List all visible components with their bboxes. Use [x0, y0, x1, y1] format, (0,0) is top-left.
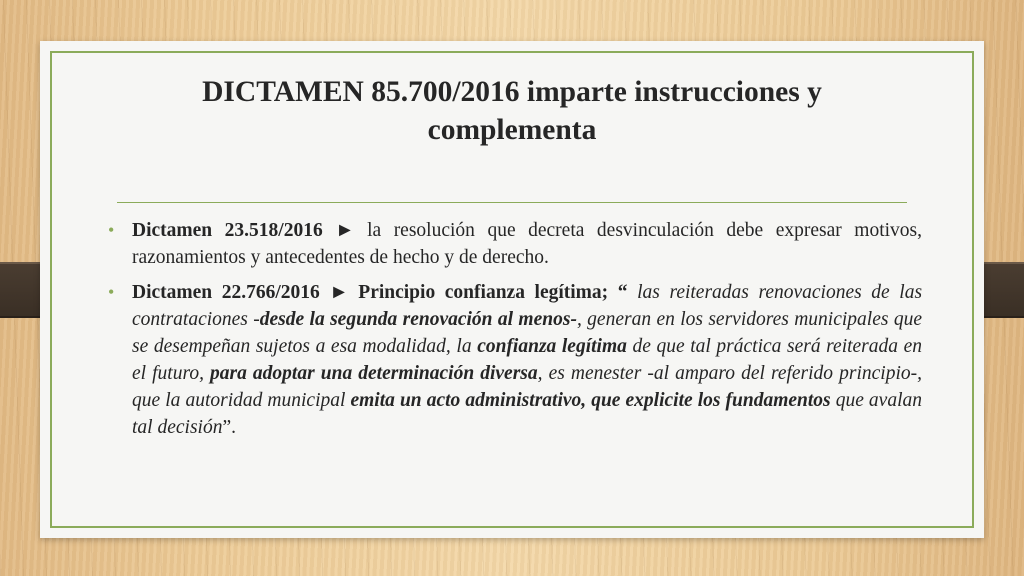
bullet-item-2 [102, 279, 922, 441]
arrow-icon: ► [329, 282, 349, 303]
bullet-2-heading: Principio confianza legítima; [358, 282, 609, 303]
quote-part-2: desde la segunda renovación al menos- [259, 309, 577, 330]
slide-title-line2: complementa [427, 114, 597, 146]
quote-part-6: para adoptar una determinación diversa [210, 363, 538, 384]
open-quote: “ [617, 282, 628, 303]
quote-part-5: de que tal práctica será reiterada en el futuro, [132, 336, 923, 384]
slide-title-line1: DICTAMEN 85.700/2016 imparte instrucciones y [202, 76, 822, 108]
bullet-icon: • [108, 220, 115, 240]
title-divider [117, 202, 907, 203]
slide-card [40, 41, 984, 538]
arrow-icon: ► [335, 220, 355, 241]
dictamen-ref-1: Dictamen 23.518/2016 [132, 220, 323, 241]
quote-part-9: que avalan tal decisión [132, 390, 922, 438]
quote-part-3: , generan en los servidores municipales que se desempeñan sujetos a esa modalidad, la [132, 309, 922, 357]
close-quote: ”. [222, 417, 236, 438]
quote-part-8: emita un acto administrativo, que explicite los fundamentos [350, 390, 831, 411]
dictamen-ref-2: Dictamen 22.766/2016 [132, 282, 320, 303]
quote-part-4: confianza legítima [477, 336, 627, 357]
bullet-icon: • [108, 282, 115, 302]
bullet-1-text: la resolución que decreta desvinculación debe expresar motivos, razonamientos y antecedentes de hecho y de derecho. [132, 220, 923, 268]
bullet-item-1 [102, 217, 922, 271]
quote-part-1: las reiteradas renovaciones de las contrataciones - [132, 282, 923, 330]
bullet-list [102, 217, 922, 449]
slide-title [100, 73, 924, 149]
quote-part-7: , es menester -al amparo del referido principio-, que la autoridad municipal [132, 363, 922, 411]
